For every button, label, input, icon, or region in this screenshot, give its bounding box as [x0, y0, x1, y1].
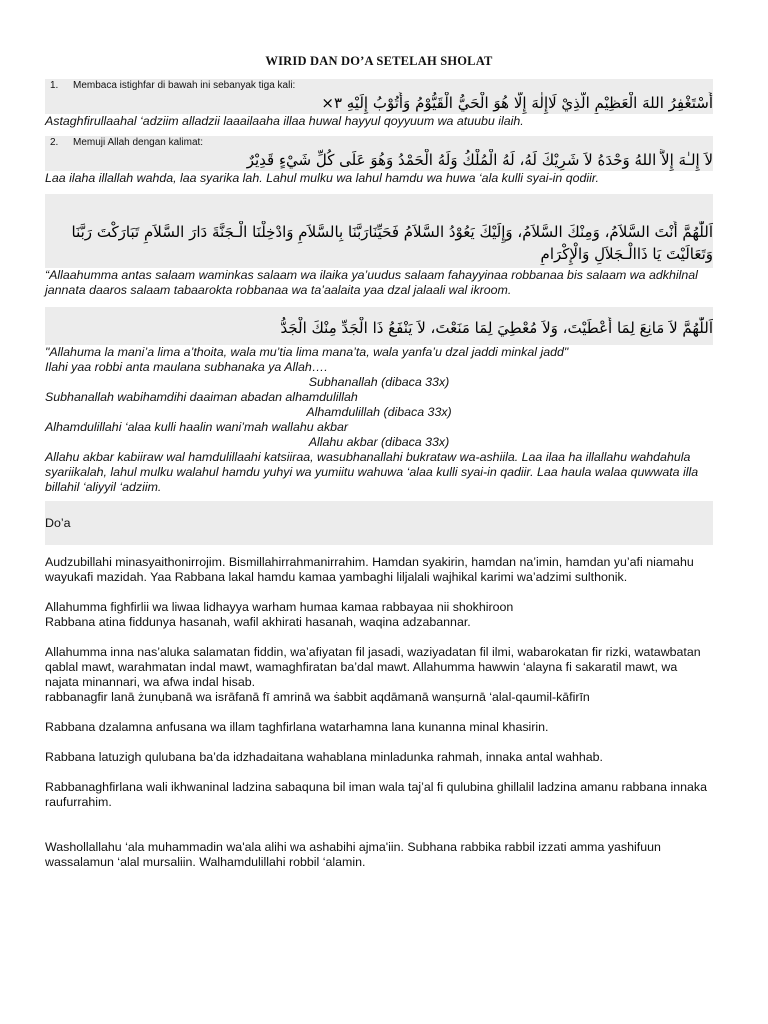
doa-paragraph [45, 645, 713, 705]
doa-line: rabbanagfir lanā żunụbanā wa isrāfanā fī amrinā wa ṡabbit aqdāmanā wanṣurnā ‘alal-qaumil-kāfirīn [45, 690, 590, 704]
doa-mani-arabic: اَللّٰهُمَّ لاَ مَانِعَ لِمَا أَعْطَيْتَ، وَلاَ مُعْطِيَ لِمَا مَنَعْتَ، لاَ يَنْفَعُ ذَا الْجَدِّ مِنْكَ الْجَدُّ [280, 319, 713, 337]
doa-mani-block [45, 307, 713, 345]
tasbih-text: Subhanallah wabihamdihi daaiman abadan alhamdulillah [45, 390, 358, 404]
doa-mani-latin: "Allahuma la mani’a lima a’thoita, wala mu’tia lima mana’ta, wala yanfa’u dzal jaddi minkal jadd" [45, 345, 569, 359]
document-page [45, 54, 713, 870]
doa-line: Audzubillahi minasyaithonirrojim. Bismillahirrahmanirrahim. Hamdan syakirin, hamdan na’imin, hamdan yu’afi niamahu wayukafi mazidah. Yaa Rabbana lakal hamdu kamaa yambaghi liljalali wajhikal karimi wa’adzimi sulthonik. [45, 555, 694, 584]
takbir-text: Allahu akbar kabiiraw wal hamdulillaahi katsiiraa, wasubhanallahi bukrataw wa-ashiila. Laa ilaa ha illallahu wahdahula syariikalah, lahul mulku walahul hamdu yuhyi wa yumiitu wahuwa ‘alaa kulli syai-in qadiir. Laa haula walaa quwwata illa billahil ‘aliyyil ‘adziim. [45, 450, 699, 494]
item-number: 2. [50, 137, 59, 148]
doa-line: Rabbana latuzigh qulubana ba’da idzhadaitana wahablana minladunka rahmah, innaka antal wahhab. [45, 750, 603, 764]
ilahi-line: Ilahi yaa robbi anta maulana subhanaka ya Allah…. [45, 360, 328, 374]
doa-paragraph [45, 750, 713, 765]
tahlil-block [45, 136, 713, 171]
doa-paragraph [45, 600, 713, 630]
item-number: 1. [50, 80, 59, 91]
tahlil-instruction [45, 136, 713, 149]
doa-line: Rabbana atina fiddunya hasanah, wafil akhirati hasanah, waqina adzabannar. [45, 615, 471, 629]
closing-paragraph: Washollallahu ‘ala muhammadin wa'ala alihi wa ashabihi ajma'iin. Subhana rabbika rabbil izzati amma yashifuun wassalamun ‘alal mursaliin. Walhamdulillahi robbil ‘alamin. [45, 840, 661, 869]
tahlil-arabic: لاَ إِلـٰهَ إِلاَّ اللهُ وَحْدَهُ لاَ شَرِيْكَ لَهُ، لَهُ الْمُلْكُ وَلَهُ الْحَمْدُ وَهُوَ عَلَى كُلِّ شَيْءٍ قَدِيْرٌ [246, 151, 713, 169]
istighfar-latin: Astaghfirullaahal ‘adziim alladzii laaailaaha illaa huwal hayyul qoyyuum wa atuubu ilaih. [45, 114, 524, 128]
doa-line: Rabbanaghfirlana wali ikhwaninal ladzina sabaquna bil iman wala taj’al fi qulubina ghillalil ladzina amanu rabbana innaka raufurrahim. [45, 780, 707, 809]
istighfar-arabic: أَسْتَغْفِرُ اللهَ الْعَظِيْمِ الَّذِيْ لَاإِلٰهَ إِلَّا هُوَ الْحَيُّ الْقَيُّوْمُ وَأَتُوْبُ إِلَيْهِ ٣× [321, 94, 713, 112]
takbir-count: Allahu akbar (dibaca 33x) [308, 435, 450, 449]
instruction-text: Membaca istighfar di bawah ini sebanyak tiga kali: [73, 80, 296, 91]
istighfar-block [45, 79, 713, 114]
page-title: WIRID DAN DO’A SETELAH SHOLAT [265, 54, 493, 68]
tahmid-text: Alhamdulillahi ‘alaa kulli haalin wani’mah wallahu akbar [45, 420, 349, 434]
doa-line: Rabbana dzalamna anfusana wa illam taghfirlana watarhamna lana kunanna minal khasirin. [45, 720, 549, 734]
tahlil-latin: Laa ilaha illallah wahda, laa syarika lah. Lahul mulku wa lahul hamdu wa huwa ‘ala kulli syai-in qodiir. [45, 171, 599, 185]
instruction-text: Memuji Allah dengan kalimat: [73, 137, 204, 148]
doa-salaam-block [45, 194, 713, 268]
doa-line: Allahumma inna nas’aluka salamatan fiddin, wa’afiyatan fil jasadi, waziyadatan fil ilmi, wabarokatan fir rizki, watawbatan qablal mawt, warahmatan indal mawt, wamaghfiratan ba’dal mawt. Allahumma hawwin ‘alayna fi sakaratil mawt, wa najata minannari, wa afwa indal hisab. [45, 645, 701, 689]
doa-heading: Do’a [45, 501, 713, 545]
doa-paragraph [45, 555, 713, 585]
doa-salaam-arabic: اَللّٰهُمَّ أَنْتَ السَّلاَمُ، وَمِنْكَ السَّلاَمُ، وَإِلَيْكَ يَعُوْدُ السَّلاَمُ فَحَيِّنَارَبَّنَا بِالسَّلاَمِ وَادْخِلْنَا الْـجَنَّةَ دَارَ السَّلاَمِ تَبَارَكْتَ رَبَّنَا وَتَعَالَيْتَ يَا ذَاالْـجَلاَلِ وَالْإِكْرَامِ [71, 223, 713, 263]
tasbih-count: Subhanallah (dibaca 33x) [308, 375, 450, 389]
doa-paragraph [45, 780, 713, 810]
istighfar-instruction [45, 79, 713, 92]
doa-paragraph [45, 720, 713, 735]
doa-line: Allahumma fighfirlii wa liwaa lidhayya warham humaa kamaa rabbayaa nii shokhiroon [45, 600, 514, 614]
doa-salaam-latin: “Allaahumma antas salaam waminkas salaam wa ilaika ya’uudus salaam fahayyinaa robbanaa bis salaam wa adkhilnal jannata daaros salaam tabaarokta robbanaa wa ta’aalaita yaa dzal jalaali wal ikroom. [45, 268, 698, 297]
tahmid-count: Alhamdulillah (dibaca 33x) [306, 405, 452, 419]
